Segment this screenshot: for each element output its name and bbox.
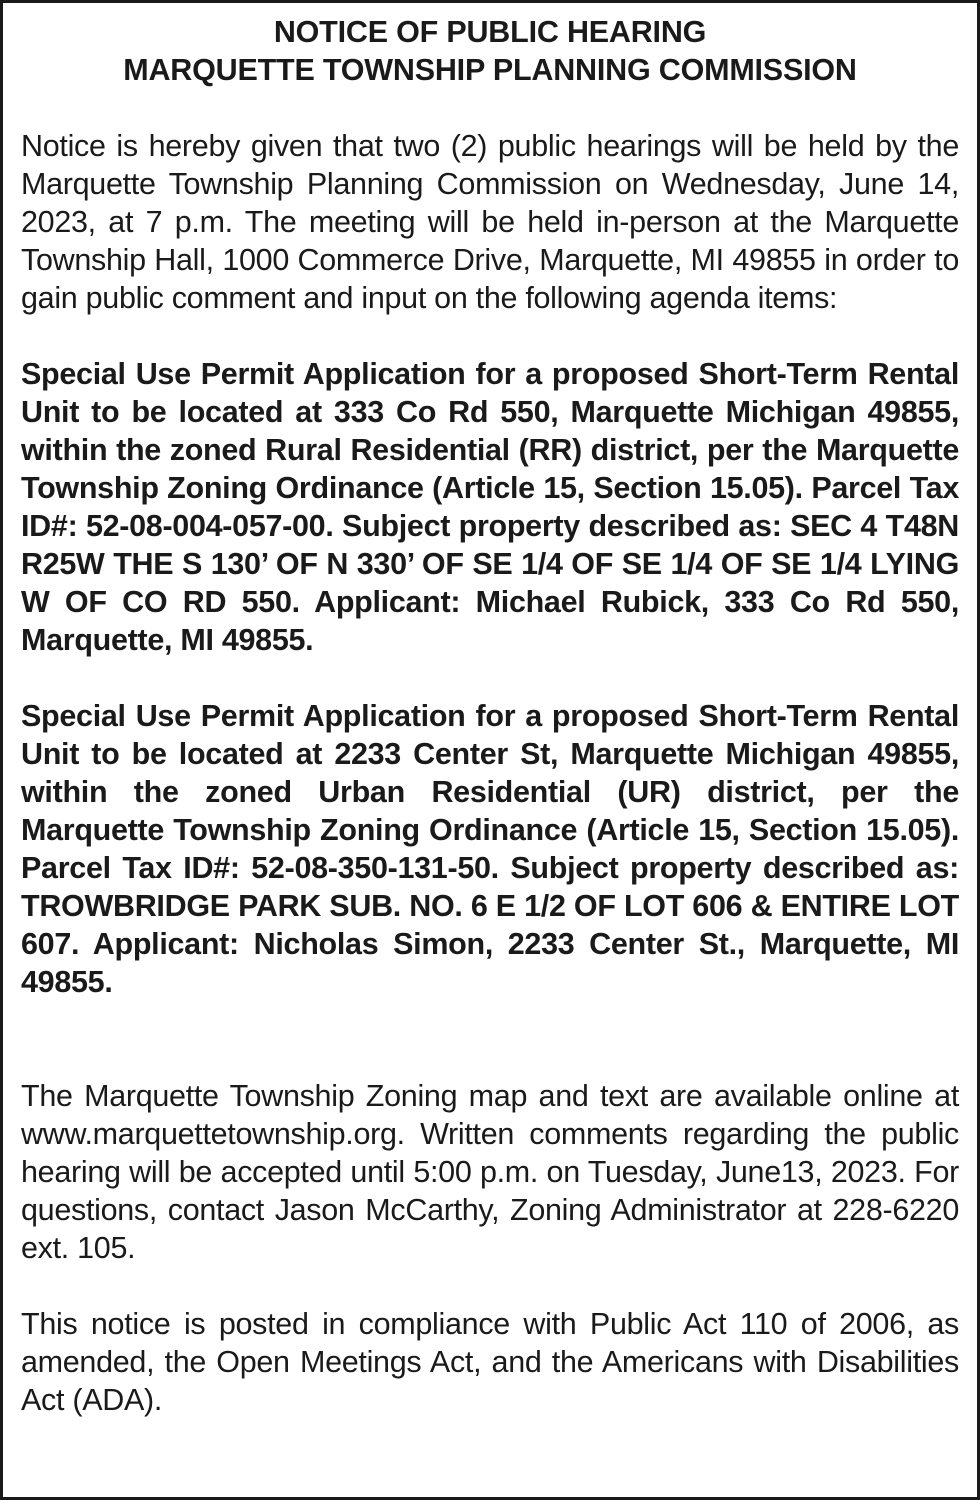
agenda-item-1: Special Use Permit Application for a proposed Short-Term Rental Unit to be located at 333 Co Rd 550, Marquette Michigan 49855, within the zoned Rural Residential (RR) district, per the Marquette Township Zoning Ordinance (Article 15, Section 15.05). Parcel Tax ID#: 52-08-004-057-00. Subject property described as: SEC 4 T48N R25W THE S 130’ OF N 330’ OF SE 1/4 OF SE 1/4 OF SE 1/4 LYING W OF CO RD 550. Applicant: Michael Rubick, 333 Co Rd 550, Marquette, MI 49855. [21,357,959,657]
notice-title: NOTICE OF PUBLIC HEARING [273,15,707,49]
agenda-item-2: Special Use Permit Application for a proposed Short-Term Rental Unit to be located at 2233 Center St, Marquette Michigan 49855, within the zoned Urban Residential (UR) district, per the Marquette Township Zoning Ordinance (Article 15, Section 15.05). Parcel Tax ID#: 52-08-350-131-50. Subject property described as: TROWBRIDGE PARK SUB. NO. 6 E 1/2 OF LOT 606 & ENTIRE LOT 607. Applicant: Nicholas Simon, 2233 Center St., Marquette, MI 49855. [21,699,959,999]
compliance-paragraph: This notice is posted in compliance with Public Act 110 of 2006, as amended, the Open Meetings Act, and the Americans with Disabilities Act (ADA). [21,1307,959,1417]
intro-paragraph: Notice is hereby given that two (2) public hearings will be held by the Marquette Township Planning Commission on Wednesday, June 14, 2023, at 7 p.m. The meeting will be held in-person at the Marquette Township Hall, 1000 Commerce Drive, Marquette, MI 49855 in order to gain public comment and input on the following agenda items: [21,129,959,315]
availability-paragraph: The Marquette Township Zoning map and text are available online at www.marquettetownship.org. Written comments regarding the public hearing will be accepted until 5:00 p.m. on Tuesday, June13, 2023. For questions, contact Jason McCarthy, Zoning Administrator at 228-6220 ext. 105. [21,1079,959,1265]
notice-subtitle: MARQUETTE TOWNSHIP PLANNING COMMISSION [123,53,857,87]
